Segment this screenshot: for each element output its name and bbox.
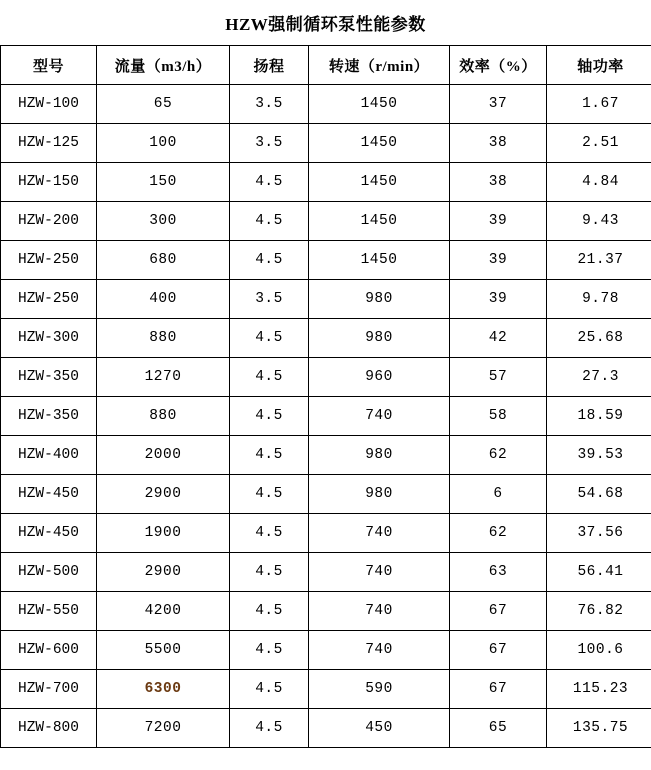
table-row bbox=[1, 319, 651, 358]
cell-power: 27.3 bbox=[547, 358, 651, 397]
pump-performance-table bbox=[0, 45, 651, 748]
cell-head: 4.5 bbox=[230, 592, 309, 631]
cell-speed: 1450 bbox=[309, 124, 450, 163]
cell-speed: 980 bbox=[309, 436, 450, 475]
cell-flow: 7200 bbox=[97, 709, 230, 748]
cell-model: HZW-200 bbox=[1, 202, 97, 241]
cell-head: 4.5 bbox=[230, 553, 309, 592]
cell-model: HZW-400 bbox=[1, 436, 97, 475]
cell-head: 4.5 bbox=[230, 709, 309, 748]
cell-power: 100.6 bbox=[547, 631, 651, 670]
cell-flow: 880 bbox=[97, 319, 230, 358]
cell-speed: 740 bbox=[309, 631, 450, 670]
cell-efficiency: 39 bbox=[450, 241, 547, 280]
column-header-head: 扬程 bbox=[230, 46, 309, 85]
cell-speed: 450 bbox=[309, 709, 450, 748]
cell-head: 3.5 bbox=[230, 280, 309, 319]
table-row bbox=[1, 358, 651, 397]
cell-power: 4.84 bbox=[547, 163, 651, 202]
cell-efficiency: 37 bbox=[450, 85, 547, 124]
cell-flow: 5500 bbox=[97, 631, 230, 670]
cell-power: 18.59 bbox=[547, 397, 651, 436]
table-row bbox=[1, 85, 651, 124]
table-row bbox=[1, 670, 651, 709]
cell-efficiency: 39 bbox=[450, 202, 547, 241]
cell-power: 54.68 bbox=[547, 475, 651, 514]
cell-model: HZW-450 bbox=[1, 514, 97, 553]
table-row bbox=[1, 514, 651, 553]
cell-power: 25.68 bbox=[547, 319, 651, 358]
cell-head: 4.5 bbox=[230, 514, 309, 553]
table-header bbox=[1, 46, 651, 85]
table-row bbox=[1, 280, 651, 319]
cell-model: HZW-150 bbox=[1, 163, 97, 202]
cell-speed: 1450 bbox=[309, 202, 450, 241]
cell-efficiency: 38 bbox=[450, 124, 547, 163]
column-header-efficiency: 效率（%） bbox=[450, 46, 547, 85]
cell-head: 3.5 bbox=[230, 124, 309, 163]
cell-speed: 740 bbox=[309, 592, 450, 631]
cell-flow: 6300 bbox=[97, 670, 230, 709]
table-row bbox=[1, 241, 651, 280]
cell-efficiency: 63 bbox=[450, 553, 547, 592]
cell-power: 9.78 bbox=[547, 280, 651, 319]
cell-model: HZW-600 bbox=[1, 631, 97, 670]
cell-head: 4.5 bbox=[230, 631, 309, 670]
cell-model: HZW-800 bbox=[1, 709, 97, 748]
cell-speed: 1450 bbox=[309, 241, 450, 280]
table-header-row bbox=[1, 46, 651, 85]
cell-power: 1.67 bbox=[547, 85, 651, 124]
column-header-power: 轴功率 bbox=[547, 46, 651, 85]
cell-model: HZW-350 bbox=[1, 358, 97, 397]
cell-head: 4.5 bbox=[230, 202, 309, 241]
cell-head: 4.5 bbox=[230, 397, 309, 436]
cell-model: HZW-700 bbox=[1, 670, 97, 709]
cell-flow: 100 bbox=[97, 124, 230, 163]
cell-model: HZW-500 bbox=[1, 553, 97, 592]
cell-power: 76.82 bbox=[547, 592, 651, 631]
cell-speed: 740 bbox=[309, 397, 450, 436]
column-header-flow: 流量（m3/h） bbox=[97, 46, 230, 85]
cell-efficiency: 57 bbox=[450, 358, 547, 397]
cell-speed: 1450 bbox=[309, 85, 450, 124]
table-row bbox=[1, 436, 651, 475]
table-row bbox=[1, 163, 651, 202]
cell-flow: 4200 bbox=[97, 592, 230, 631]
cell-efficiency: 58 bbox=[450, 397, 547, 436]
cell-speed: 960 bbox=[309, 358, 450, 397]
cell-speed: 980 bbox=[309, 280, 450, 319]
cell-efficiency: 38 bbox=[450, 163, 547, 202]
cell-efficiency: 42 bbox=[450, 319, 547, 358]
cell-power: 2.51 bbox=[547, 124, 651, 163]
cell-flow: 150 bbox=[97, 163, 230, 202]
table-row bbox=[1, 631, 651, 670]
cell-efficiency: 39 bbox=[450, 280, 547, 319]
cell-model: HZW-350 bbox=[1, 397, 97, 436]
cell-head: 4.5 bbox=[230, 670, 309, 709]
cell-speed: 980 bbox=[309, 475, 450, 514]
table-row bbox=[1, 709, 651, 748]
cell-head: 3.5 bbox=[230, 85, 309, 124]
cell-flow: 2900 bbox=[97, 475, 230, 514]
page-title: HZW强制循环泵性能参数 bbox=[225, 15, 426, 34]
table-row bbox=[1, 553, 651, 592]
cell-head: 4.5 bbox=[230, 163, 309, 202]
cell-power: 135.75 bbox=[547, 709, 651, 748]
cell-efficiency: 6 bbox=[450, 475, 547, 514]
table-row bbox=[1, 475, 651, 514]
cell-power: 39.53 bbox=[547, 436, 651, 475]
cell-flow: 2900 bbox=[97, 553, 230, 592]
cell-flow: 2000 bbox=[97, 436, 230, 475]
cell-speed: 740 bbox=[309, 514, 450, 553]
cell-efficiency: 65 bbox=[450, 709, 547, 748]
cell-model: HZW-125 bbox=[1, 124, 97, 163]
cell-efficiency: 67 bbox=[450, 670, 547, 709]
cell-head: 4.5 bbox=[230, 436, 309, 475]
cell-flow: 880 bbox=[97, 397, 230, 436]
cell-head: 4.5 bbox=[230, 358, 309, 397]
cell-speed: 740 bbox=[309, 553, 450, 592]
cell-flow: 1270 bbox=[97, 358, 230, 397]
table-row bbox=[1, 592, 651, 631]
cell-model: HZW-300 bbox=[1, 319, 97, 358]
cell-model: HZW-550 bbox=[1, 592, 97, 631]
cell-flow: 680 bbox=[97, 241, 230, 280]
cell-efficiency: 62 bbox=[450, 436, 547, 475]
column-header-speed: 转速（r/min） bbox=[309, 46, 450, 85]
cell-flow: 400 bbox=[97, 280, 230, 319]
cell-head: 4.5 bbox=[230, 241, 309, 280]
cell-speed: 980 bbox=[309, 319, 450, 358]
cell-model: HZW-250 bbox=[1, 241, 97, 280]
cell-efficiency: 62 bbox=[450, 514, 547, 553]
cell-power: 21.37 bbox=[547, 241, 651, 280]
cell-power: 56.41 bbox=[547, 553, 651, 592]
table-body bbox=[1, 85, 651, 748]
cell-speed: 1450 bbox=[309, 163, 450, 202]
cell-flow: 1900 bbox=[97, 514, 230, 553]
table-row bbox=[1, 124, 651, 163]
cell-power: 37.56 bbox=[547, 514, 651, 553]
column-header-model: 型号 bbox=[1, 46, 97, 85]
cell-model: HZW-450 bbox=[1, 475, 97, 514]
table-row bbox=[1, 397, 651, 436]
cell-speed: 590 bbox=[309, 670, 450, 709]
table-row bbox=[1, 202, 651, 241]
cell-efficiency: 67 bbox=[450, 631, 547, 670]
cell-model: HZW-100 bbox=[1, 85, 97, 124]
cell-head: 4.5 bbox=[230, 319, 309, 358]
cell-efficiency: 67 bbox=[450, 592, 547, 631]
cell-power: 115.23 bbox=[547, 670, 651, 709]
cell-model: HZW-250 bbox=[1, 280, 97, 319]
cell-flow: 65 bbox=[97, 85, 230, 124]
cell-flow: 300 bbox=[97, 202, 230, 241]
cell-head: 4.5 bbox=[230, 475, 309, 514]
cell-power: 9.43 bbox=[547, 202, 651, 241]
